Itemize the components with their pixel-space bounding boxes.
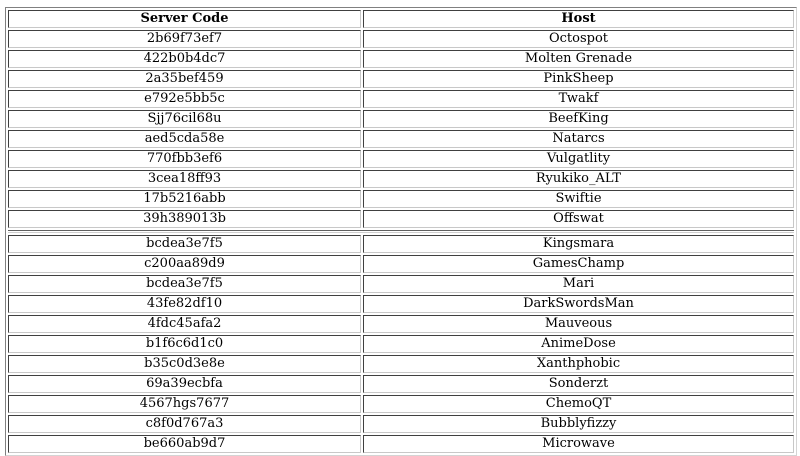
host-cell: Offswat (363, 210, 794, 228)
table-row (8, 110, 794, 128)
server-code-cell: e792e5bb5c (8, 90, 361, 108)
table-row (8, 375, 794, 393)
host-cell: Microwave (363, 435, 794, 453)
table-row (8, 130, 794, 148)
table-row (8, 335, 794, 353)
host-cell: ChemoQT (363, 395, 794, 413)
host-cell: Swiftie (363, 190, 794, 208)
server-code-cell: 4fdc45afa2 (8, 315, 361, 333)
server-code-cell: Sjj76cil68u (8, 110, 361, 128)
host-cell: Bubblyfizzy (363, 415, 794, 433)
group-separator (8, 230, 794, 233)
table-row (8, 90, 794, 108)
table-row (8, 190, 794, 208)
host-cell: Molten Grenade (363, 50, 794, 68)
server-code-cell: c200aa89d9 (8, 255, 361, 273)
server-code-cell: 2b69f73ef7 (8, 30, 361, 48)
server-code-cell: c8f0d767a3 (8, 415, 361, 433)
server-code-cell: 3cea18ff93 (8, 170, 361, 188)
host-cell: Xanthphobic (363, 355, 794, 373)
table-row (8, 395, 794, 413)
table-row (8, 355, 794, 373)
table-row (8, 50, 794, 68)
table-row (8, 235, 794, 253)
server-table-container (5, 7, 795, 456)
table-row (8, 170, 794, 188)
column-header-server-code: Server Code (8, 10, 361, 28)
host-cell: Ryukiko_ALT (363, 170, 794, 188)
table-row (8, 70, 794, 88)
host-cell: Vulgatlity (363, 150, 794, 168)
host-cell: Natarcs (363, 130, 794, 148)
host-cell: BeefKing (363, 110, 794, 128)
server-code-cell: 2a35bef459 (8, 70, 361, 88)
table-row (8, 30, 794, 48)
table-row (8, 150, 794, 168)
separator-row (8, 230, 794, 233)
table-row (8, 275, 794, 293)
server-code-cell: bcdea3e7f5 (8, 235, 361, 253)
host-cell: PinkSheep (363, 70, 794, 88)
table-body-group-2 (8, 235, 794, 453)
table-row (8, 435, 794, 453)
host-cell: Kingsmara (363, 235, 794, 253)
column-header-host: Host (363, 10, 794, 28)
table-header (8, 10, 794, 28)
server-code-cell: 4567hgs7677 (8, 395, 361, 413)
table-row (8, 255, 794, 273)
server-code-cell: 39h389013b (8, 210, 361, 228)
table-body-group-1 (8, 30, 794, 228)
server-code-cell: 770fbb3ef6 (8, 150, 361, 168)
host-cell: DarkSwordsMan (363, 295, 794, 313)
server-code-cell: 422b0b4dc7 (8, 50, 361, 68)
server-code-cell: bcdea3e7f5 (8, 275, 361, 293)
server-code-cell: 69a39ecbfa (8, 375, 361, 393)
server-code-cell: aed5cda58e (8, 130, 361, 148)
host-cell: Twakf (363, 90, 794, 108)
server-code-cell: be660ab9d7 (8, 435, 361, 453)
server-code-cell: 17b5216abb (8, 190, 361, 208)
table-row (8, 415, 794, 433)
host-cell: Octospot (363, 30, 794, 48)
server-table (5, 7, 797, 456)
table-row (8, 295, 794, 313)
host-cell: GamesChamp (363, 255, 794, 273)
host-cell: Sonderzt (363, 375, 794, 393)
host-cell: Mari (363, 275, 794, 293)
separator-cell (8, 230, 794, 233)
server-code-cell: 43fe82df10 (8, 295, 361, 313)
header-row (8, 10, 794, 28)
table-row (8, 210, 794, 228)
table-row (8, 315, 794, 333)
server-code-cell: b35c0d3e8e (8, 355, 361, 373)
server-code-cell: b1f6c6d1c0 (8, 335, 361, 353)
host-cell: AnimeDose (363, 335, 794, 353)
host-cell: Mauveous (363, 315, 794, 333)
